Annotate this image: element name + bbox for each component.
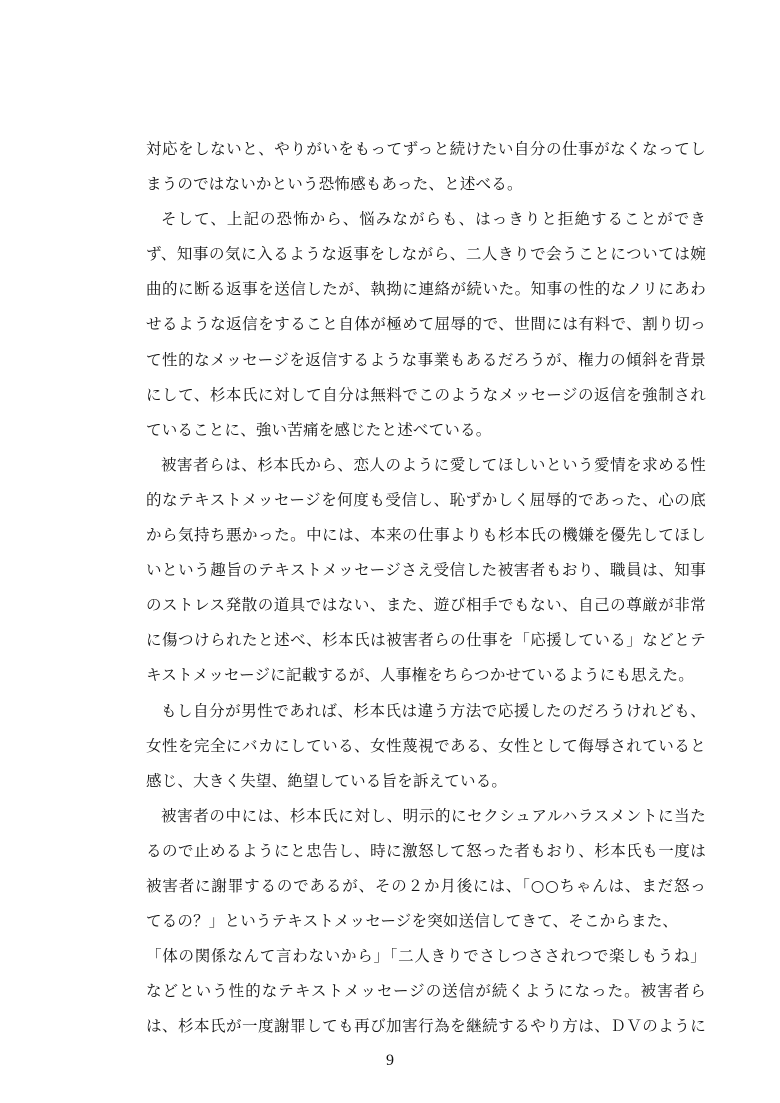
text-line: 被害者に謝罪するのであるが、その２か月後には、「○○ちゃんは、まだ怒っ — [146, 876, 706, 895]
text-line: から気持ち悪かった。中には、本来の仕事よりも杉本氏の機嫌を優先してほし — [146, 526, 706, 545]
text-line: にして、杉本氏に対して自分は無料でこのようなメッセージの返信を強制され — [146, 385, 706, 404]
body-text — [146, 132, 706, 1044]
text-line: 的なテキストメッセージを何度も受信し、恥ずかしく屈辱的であった、心の底 — [146, 490, 706, 509]
text-line: キストメッセージに記載するが、人事権をちらつかせているようにも思えた。 — [146, 666, 694, 685]
text-line: 曲的に断る返事を送信したが、執拗に連絡が続いた。知事の性的なノリにあわ — [146, 280, 706, 299]
page-number: 9 — [386, 1052, 394, 1069]
text-line: などという性的なテキストメッセージの送信が続くようになった。被害者ら — [146, 982, 706, 1001]
text-line: 感じ、大きく失望、絶望している旨を訴えている。 — [146, 771, 508, 790]
text-line: ていることに、強い苦痛を感じたと述べている。 — [146, 420, 492, 439]
text-line: せるような返信をすること自体が極めて屈辱的で、世間には有料で、割り切っ — [146, 315, 706, 334]
text-line: 被害者の中には、杉本氏に対し、明示的にセクシュアルハラスメントに当た — [161, 806, 706, 825]
text-line: ず、知事の気に入るような返事をしながら、二人きりで会うことについては婉 — [146, 245, 706, 264]
text-line: 女性を完全にバカにしている、女性蔑視である、女性として侮辱されていると — [146, 736, 706, 755]
text-line: いという趣旨のテキストメッセージさえ受信した被害者もおり、職員は、知事 — [146, 561, 706, 580]
text-line: てるの？」というテキストメッセージを突如送信してきて、そこからまた、 — [146, 912, 679, 931]
text-line: るので止めるようにと忠告し、時に激怒して怒った者もおり、杉本氏も一度は — [146, 841, 706, 860]
text-line: 被害者らは、杉本氏から、恋人のように愛してほしいという愛情を求める性 — [161, 455, 706, 474]
text-line: のストレス発散の道具ではない、また、遊び相手でもない、自己の尊厳が非常 — [146, 596, 706, 615]
text-line: は、杉本氏が一度謝罪しても再び加害行為を継続するやり方は、ＤＶのように — [146, 1017, 706, 1036]
text-line: て性的なメッセージを返信するような事業もあるだろうが、権力の傾斜を背景 — [146, 350, 706, 369]
text-line: まうのではないかという恐怖感もあった、と述べる。 — [146, 175, 523, 194]
text-line: に傷つけられたと述べ、杉本氏は被害者らの仕事を「応援している」などとテ — [146, 631, 706, 650]
text-line: もし自分が男性であれば、杉本氏は違う方法で応援したのだろうけれども、 — [161, 701, 706, 720]
text-line: そして、上記の恐怖から、悩みながらも、はっきりと拒絶することができ — [161, 210, 706, 229]
text-line: 「体の関係なんて言わないから」「二人きりでさしつさされつで楽しもうね」 — [146, 947, 706, 966]
text-line: 対応をしないと、やりがいをもってずっと続けたい自分の仕事がなくなってし — [146, 140, 706, 158]
